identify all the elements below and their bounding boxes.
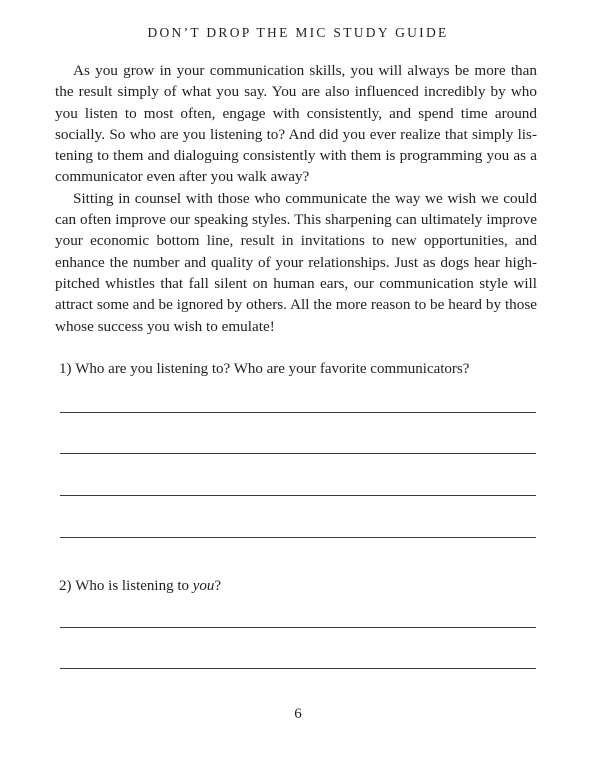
paragraph: Sitting in counsel with those who communicate the way we wish we could can often improve our speaking styles. This sharpening can ultimately improve your economic bottom line, result in invitations to new opportunities, and enhance the number and quality of your relationships. Just as dogs hear high-pitched whistles that fall silent on human ears, our communication style will attract some and be ignored by others. All the more reason to be heard by those whose success you wish to emulate! [55, 189, 537, 335]
answer-line[interactable] [60, 412, 536, 413]
answer-line[interactable] [60, 495, 536, 496]
question-number: 1) [59, 361, 72, 377]
question-number: 2) [59, 578, 72, 594]
question-text-end: ? [214, 578, 222, 594]
question-2 [59, 576, 221, 596]
page-number: 6 [294, 706, 302, 722]
answer-line[interactable] [60, 453, 536, 454]
paragraph: As you grow in your communication skills, you will always be more than the result simply of what you say. You are also influenced incredibly by who you listen to most often, engage with consistently, and spend time around socially. So who are you listening to? And did you ever realize that simply lis-tening to them and dialoguing consistently with them is programming you as a communicator even after you walk away? [55, 62, 537, 186]
question-text: Who are you listening to? Who are your favorite communicators? [75, 361, 470, 377]
answer-line[interactable] [60, 668, 536, 669]
running-head: DON’T DROP THE MIC STUDY GUIDE [147, 25, 449, 40]
question-emphasis: you [192, 578, 215, 594]
answer-line[interactable] [60, 537, 536, 538]
answer-line[interactable] [60, 627, 536, 628]
body-text [55, 60, 537, 337]
question-1 [59, 359, 469, 379]
question-text: Who is listening to [75, 578, 193, 594]
